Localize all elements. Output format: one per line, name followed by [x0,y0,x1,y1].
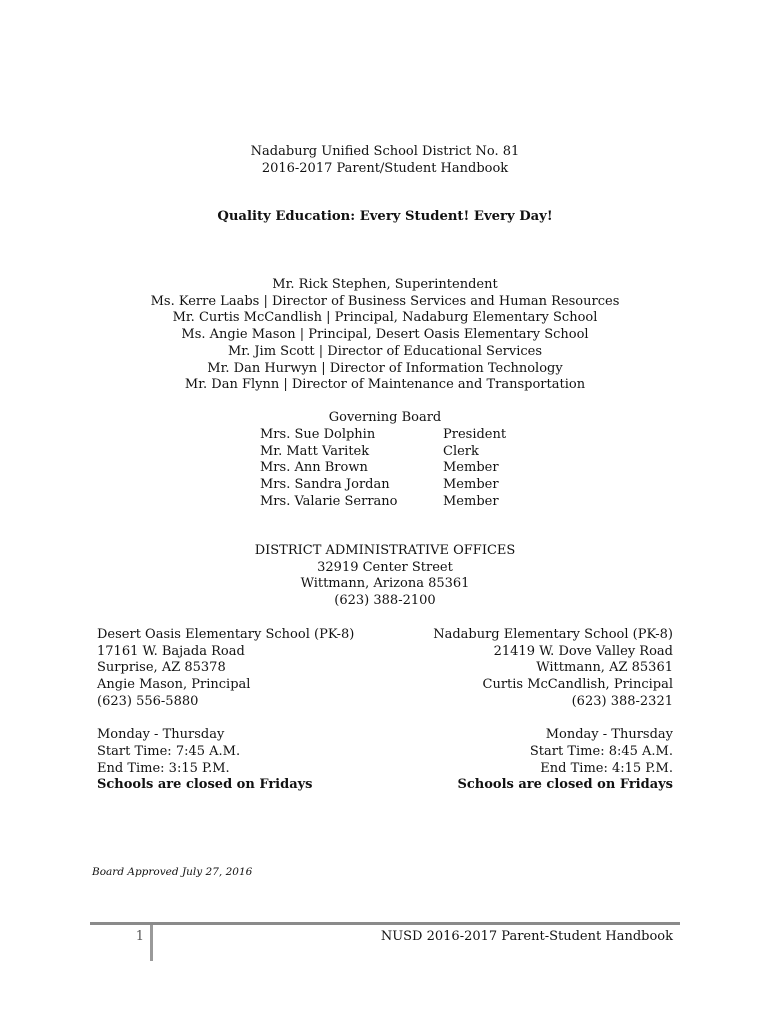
staff-line: Ms. Angie Mason | Principal, Desert Oasis Elementary School [181,327,589,343]
staff-line: Ms. Kerre Laabs | Director of Business Services and Human Resources [150,293,620,309]
school-name: Nadaburg Elementary School (PK-8) [433,627,673,642]
board-member-role: Clerk [443,443,479,459]
board-member-role: Member [443,493,499,509]
governing-board-title: Governing Board [328,410,442,425]
school-city: Surprise, AZ 85378 [97,660,226,676]
school-days: Monday - Thursday [545,727,673,743]
staff-line: Mr. Dan Hurwyn | Director of Information Technology [207,360,563,376]
board-member-role: President [443,427,507,442]
document-title-block [0,144,770,177]
district-name: Nadaburg Unified School District No. 81 [250,144,520,159]
board-member-row [260,427,563,444]
board-member-name: Mrs. Ann Brown [260,460,368,476]
footer-title: NUSD 2016-2017 Parent-Student Handbook [380,929,673,944]
board-member-row [260,444,563,461]
office-street: 32919 Center Street [317,559,453,575]
school-name: Desert Oasis Elementary School (PK-8) [97,627,355,642]
governing-board-list [260,427,563,511]
staff-line: Mr. Rick Stephen, Superintendent [272,277,498,292]
school-principal: Curtis McCandlish, Principal [482,677,673,693]
footer-rule [90,922,680,925]
staff-line: Mr. Curtis McCandlish | Principal, Nadaburg Elementary School [172,310,598,326]
school-start-time: Start Time: 7:45 A.M. [97,743,241,759]
school-phone: (623) 388-2321 [571,693,673,709]
board-member-row [260,477,563,494]
school-start-time: Start Time: 8:45 A.M. [529,743,673,759]
board-member-row [260,460,563,477]
board-member-name: Mrs. Valarie Serrano [260,493,398,509]
office-city: Wittmann, Arizona 85361 [300,576,470,592]
board-approval-note: Board Approved July 27, 2016 [92,866,253,878]
school-end-time: End Time: 4:15 P.M. [540,760,673,776]
board-member-role: Member [443,460,499,476]
page-number: 1 [135,929,144,944]
slogan: Quality Education: Every Student! Every Day! [217,209,553,224]
staff-line: Mr. Dan Flynn | Director of Maintenance and Transportation [184,377,586,393]
spacer [97,711,397,728]
footer-divider [150,925,153,961]
school-days: Monday - Thursday [97,727,225,743]
staff-list [0,277,770,394]
school-street: 21419 W. Dove Valley Road [493,643,673,659]
school-end-time: End Time: 3:15 P.M. [97,760,230,776]
office-phone: (623) 388-2100 [334,593,436,609]
district-office-block [0,543,770,610]
school-closed-notice: Schools are closed on Fridays [457,777,673,793]
board-member-role: Member [443,477,499,493]
school-info-nadaburg [373,627,673,794]
staff-line: Mr. Jim Scott | Director of Educational Services [227,343,543,359]
spacer [373,711,673,728]
board-member-name: Mrs. Sue Dolphin [260,427,376,442]
office-title: DISTRICT ADMINISTRATIVE OFFICES [254,543,516,558]
school-phone: (623) 556-5880 [97,693,199,709]
board-member-name: Mrs. Sandra Jordan [260,477,390,493]
board-member-name: Mr. Matt Varitek [260,443,370,459]
school-street: 17161 W. Bajada Road [97,643,245,659]
board-member-row [260,494,563,511]
school-info-desert-oasis [97,627,397,794]
school-closed-notice: Schools are closed on Fridays [97,777,313,793]
school-principal: Angie Mason, Principal [97,677,251,693]
school-city: Wittmann, AZ 85361 [536,660,673,676]
handbook-title: 2016-2017 Parent/Student Handbook [261,160,509,176]
